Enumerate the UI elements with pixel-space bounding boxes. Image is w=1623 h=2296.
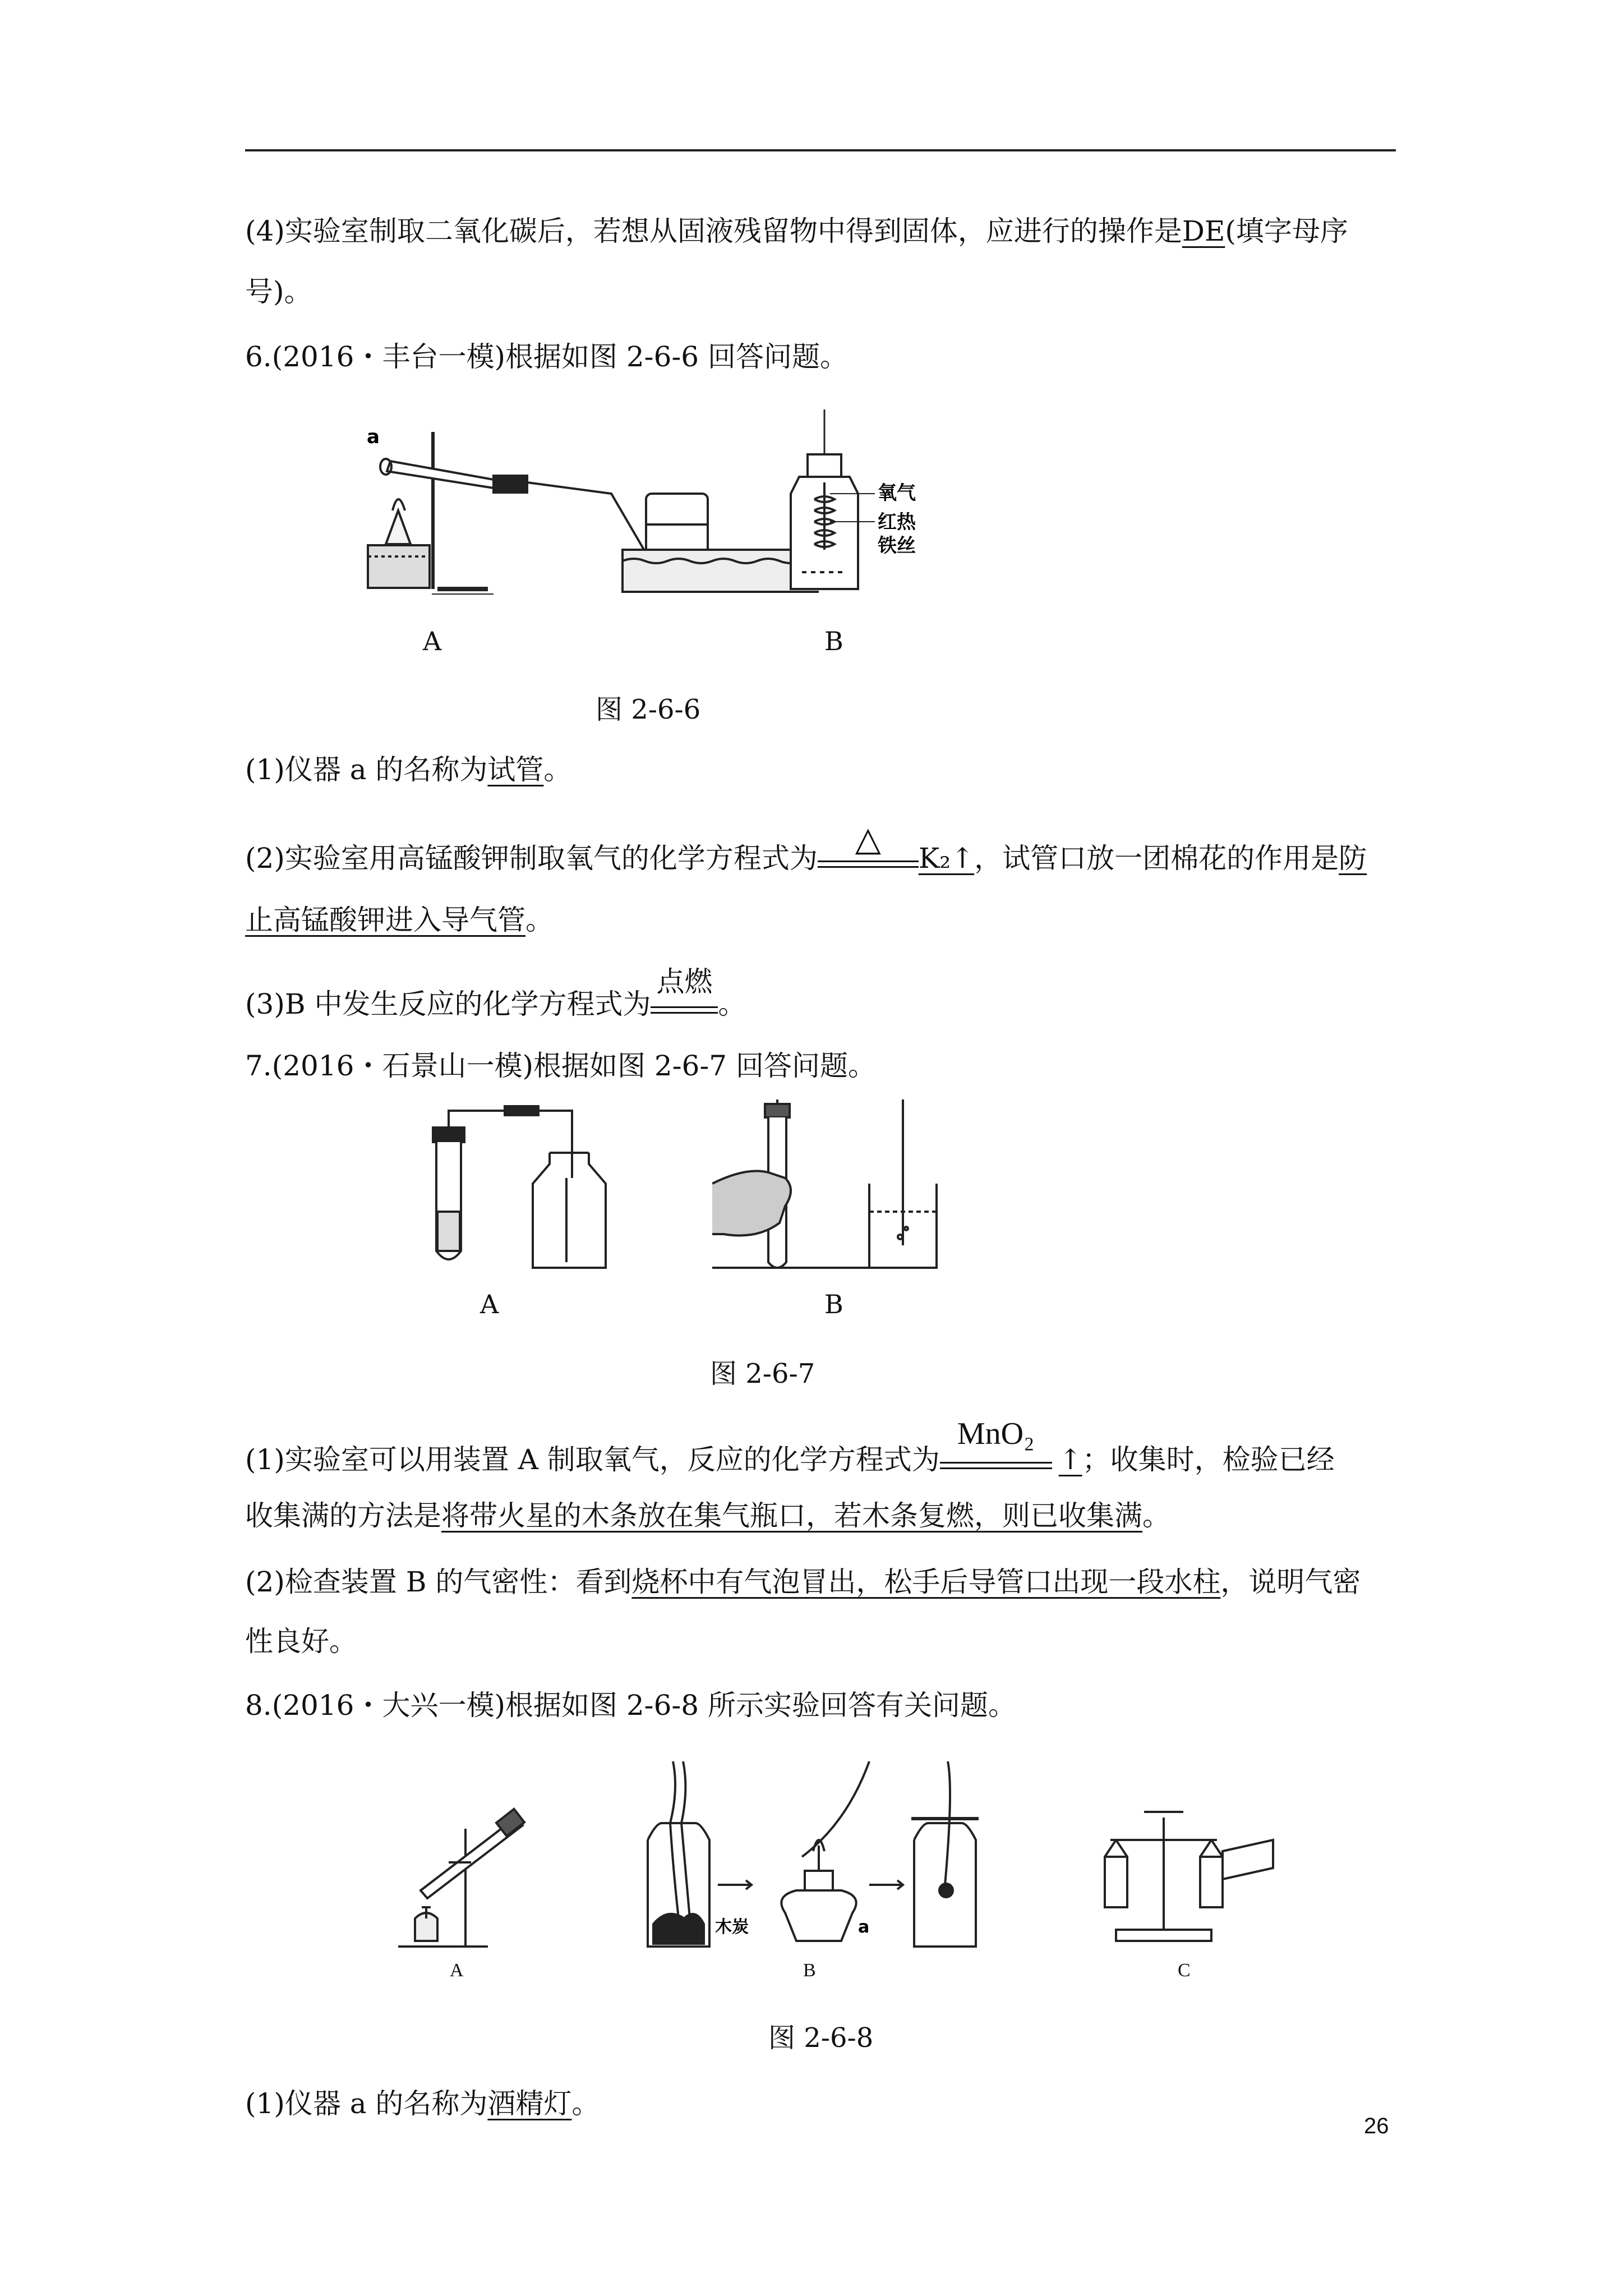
q5-part4-line1: (4)实验室制取二氧化碳后，若想从固液残留物中得到固体，应进行的操作是DE(填字母序 — [245, 215, 1348, 247]
fig-2-6-7-label-B: B — [824, 1289, 843, 1319]
q6-part3: (3)B 中发生反应的化学方程式为 点燃 。 — [245, 965, 746, 1020]
fig-2-6-8-label-B: B — [803, 1960, 816, 1981]
figure-2-6-7-apparatus-a — [421, 1099, 611, 1273]
q7-part2-answer: 烧杯中有气泡冒出，松手后导管口出现一段水柱 — [631, 1566, 1221, 1598]
q7-part1-answer1: ↑ — [1058, 1443, 1082, 1476]
fig-2-6-6-label-B: B — [824, 626, 843, 656]
q8-part1-answer: 酒精灯 — [487, 2087, 572, 2120]
fig-label-iron-wire: 铁丝 — [878, 535, 916, 557]
q7-part2-line1: (2)检查装置 B 的气密性：看到烧杯中有气泡冒出，松手后导管口出现一段水柱，说明气密 — [245, 1566, 1361, 1598]
q7-part2-line2: 性良好。 — [245, 1625, 357, 1658]
q7-part1-line1: (1)实验室可以用装置 A 制取氧气，反应的化学方程式为 MnO₂ ↑；收集时，检验已经 — [245, 1416, 1335, 1476]
fig-label-a-lamp: a — [858, 1917, 870, 1937]
figure-2-6-8-apparatus-c — [1094, 1806, 1279, 1952]
reaction-condition-catalyst: MnO₂ — [940, 1443, 1052, 1476]
q6-part1-answer: 试管 — [487, 753, 544, 786]
fig-2-6-8-label-C: C — [1178, 1960, 1191, 1981]
figure-2-6-6-apparatus-b — [768, 409, 959, 595]
fig-2-6-7-caption: 图 2-6-7 — [710, 1358, 815, 1389]
fig-label-red-hot: 红热 — [878, 511, 916, 533]
q6-part2-line1: (2)实验室用高锰酸钾制取氧气的化学方程式为 △ K₂↑，试管口放一团棉花的作用是防 — [245, 820, 1367, 875]
fig-label-a: a — [367, 426, 380, 448]
q5-part4-answer: DE — [1182, 215, 1225, 247]
q8-part1: (1)仪器 a 的名称为酒精灯。 — [245, 2087, 600, 2120]
q8-stem: 8.(2016・大兴一模)根据如图 2-6-8 所示实验回答有关问题。 — [245, 1689, 1016, 1722]
q6-part1: (1)仪器 a 的名称为试管。 — [245, 753, 572, 786]
page-number: 26 — [1364, 2114, 1389, 2138]
q6-stem: 6.(2016・丰台一模)根据如图 2-6-6 回答问题。 — [245, 341, 848, 373]
q6-part2-answer2b: 止高锰酸钾进入导气管 — [245, 904, 525, 936]
fig-label-oxygen: 氧气 — [878, 482, 916, 504]
fig-2-6-6-caption: 图 2-6-6 — [596, 694, 701, 725]
q7-part1-line2: 收集满的方法是将带火星的木条放在集气瓶口，若木条复燃，则已收集满。 — [245, 1499, 1170, 1532]
q6-part2-answer1: K₂↑ — [918, 842, 975, 875]
reaction-condition-ignite: 点燃 — [651, 987, 718, 1021]
figure-2-6-6-apparatus-a — [359, 426, 819, 595]
reaction-condition-heat: △ — [818, 841, 919, 875]
q7-stem: 7.(2016・石景山一模)根据如图 2-6-7 回答问题。 — [245, 1050, 876, 1082]
figure-2-6-8-apparatus-a — [393, 1806, 538, 1952]
fig-2-6-6-label-A: A — [423, 626, 442, 656]
q7-part1-answer2: 将带火星的木条放在集气瓶口，若木条复燃，则已收集满 — [441, 1499, 1142, 1532]
fig-label-charcoal: 木炭 — [715, 1917, 749, 1937]
figure-2-6-8-apparatus-b — [634, 1756, 1009, 1952]
fig-2-6-7-label-A: A — [480, 1289, 499, 1319]
figure-2-6-7-apparatus-b — [712, 1099, 981, 1273]
q5-part4-line2: 号)。 — [245, 275, 312, 308]
q6-part2-line2: 止高锰酸钾进入导气管。 — [245, 904, 554, 936]
q6-part2-answer2a: 防 — [1339, 842, 1367, 875]
fig-2-6-8-label-A: A — [450, 1960, 464, 1981]
fig-2-6-8-caption: 图 2-6-8 — [768, 2022, 874, 2054]
header-rule — [245, 149, 1396, 151]
